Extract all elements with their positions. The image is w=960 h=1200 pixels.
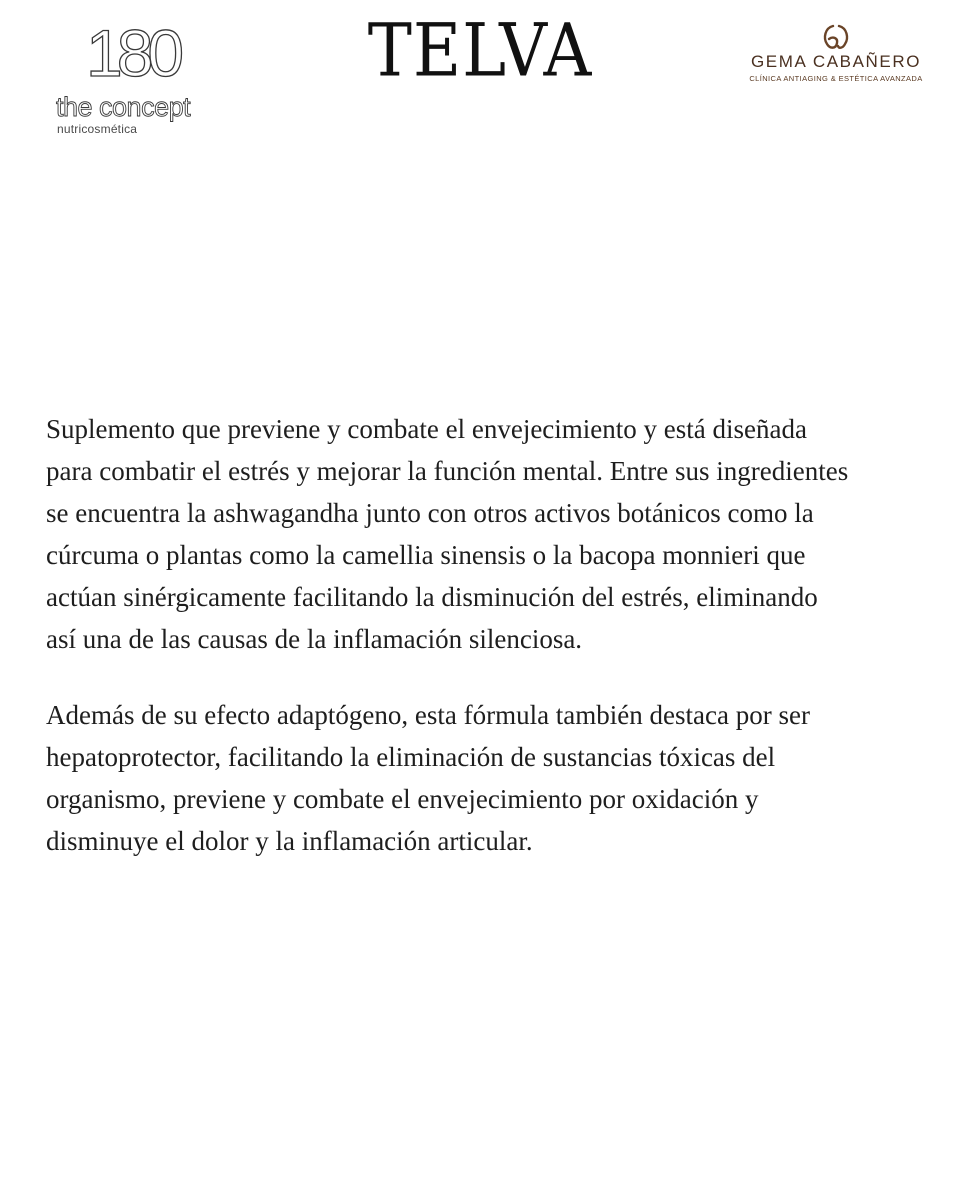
paragraph-2: Además de su efecto adaptógeno, esta fórmula también destaca por ser hepatoprotector, facilitando la eliminación de sustancias tóxicas del organismo, previene y combate el envejecimiento por oxidación y disminuye el dolor y la inflamación articular. bbox=[46, 700, 810, 856]
logo-180-subtitle: nutricosmética bbox=[57, 122, 138, 136]
gema-tagline: CLÍNICA ANTIAGING & ESTÉTICA AVANZADA bbox=[749, 74, 923, 83]
gema-monogram-icon bbox=[819, 22, 853, 52]
paragraph-1: Suplemento que previene y combate el envejecimiento y está diseñada para combatir el estrés y mejorar la función mental. Entre sus ingredientes se encuentra la ashwagandha junto con otros activos botánicos como la cúrcuma o plantas como la camellia sinensis o la bacopa monnieri que actúan sinérgicamente facilitando la disminución del estrés, eliminando así una de las causas de la inflamación silenciosa. bbox=[46, 414, 849, 654]
logo-telva-wordmark: TELVA bbox=[367, 7, 593, 93]
gema-name: GEMA CABAÑERO bbox=[750, 52, 922, 71]
logo-180-number: 180 bbox=[86, 16, 179, 90]
article-body bbox=[46, 408, 936, 896]
logo-gema-cabanero bbox=[736, 22, 936, 92]
logo-180-wordmark: the concept bbox=[56, 92, 191, 122]
